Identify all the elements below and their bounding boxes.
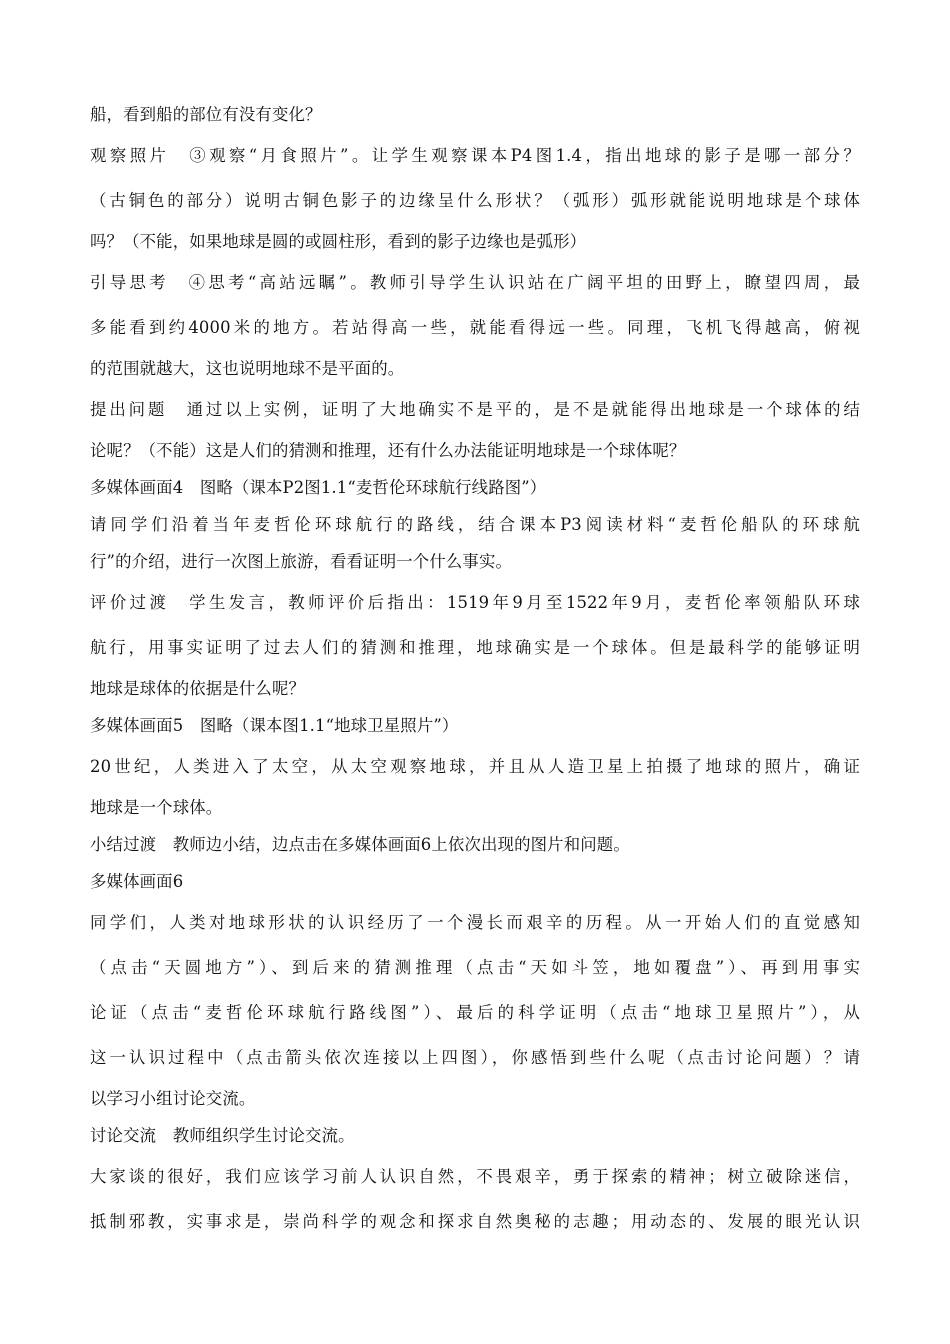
text-line: 论呢？（不能）这是人们的猜测和推理，还有什么办法能证明地球是一个球体呢？	[90, 441, 686, 460]
text-line: 观察照片 ③观察“月食照片”。让学生观察课本P4图1.4，指出地球的影子是哪一部分？	[90, 146, 860, 165]
text-line: 同学们，人类对地球形状的认识经历了一个漫长而艰辛的历程。从一开始人们的直觉感知	[90, 913, 860, 932]
text-line: （古铜色的部分）说明古铜色影子的边缘呈什么形状？（弧形）弧形就能说明地球是个球体	[90, 191, 860, 210]
text-line: 船，看到船的部位有没有变化？	[90, 105, 322, 124]
text-line: 地球是一个球体。	[90, 798, 223, 817]
text-line: 多媒体画面5 图略（课本图1.1“地球卫星照片”）	[90, 716, 459, 735]
text-line: 评价过渡 学生发言，教师评价后指出：1519年9月至1522年9月，麦哲伦率领船队环球	[90, 593, 860, 612]
text-line: 行”的介绍，进行一次图上旅游，看看证明一个什么事实。	[90, 552, 513, 571]
text-line: 地球是球体的依据是什么呢？	[90, 679, 306, 698]
text-line: 多媒体画面6	[90, 872, 184, 891]
text-line: 航行，用事实证明了过去人们的猜测和推理，地球确实是一个球体。但是最科学的能够证明	[90, 638, 860, 657]
text-line: 多能看到约4000米的地方。若站得高一些，就能看得远一些。同理，飞机飞得越高，俯视	[90, 318, 860, 337]
text-line: 以学习小组讨论交流。	[90, 1089, 256, 1108]
document-body	[90, 96, 860, 1244]
text-line: 引导思考 ④思考“高站远瞩”。教师引导学生认识站在广阔平坦的田野上，瞭望四周，最	[90, 273, 860, 292]
text-line: 这一认识过程中（点击箭头依次连接以上四图），你感悟到些什么呢（点击讨论问题）？请	[90, 1048, 860, 1067]
text-line: 小结过渡 教师边小结，边点击在多媒体画面6上依次出现的图片和问题。	[90, 835, 630, 854]
text-line: 请同学们沿着当年麦哲伦环球航行的路线，结合课本P3阅读材料“麦哲伦船队的环球航	[90, 515, 860, 534]
text-line: 大家谈的很好，我们应该学习前人认识自然，不畏艰辛，勇于探索的精神；树立破除迷信，	[90, 1167, 860, 1186]
text-line: 的范围就越大，这也说明地球不是平面的。	[90, 359, 405, 378]
text-line: 提出问题 通过以上实例，证明了大地确实不是平的，是不是就能得出地球是一个球体的结	[90, 400, 860, 419]
text-line: 吗？（不能，如果地球是圆的或圆柱形，看到的影子边缘也是弧形）	[90, 232, 587, 251]
text-line: 讨论交流 教师组织学生讨论交流。	[90, 1126, 355, 1145]
text-line: （点击“天圆地方”）、到后来的猜测推理（点击“天如斗笠，地如覆盘”）、再到用事实	[90, 958, 860, 977]
text-line: 20世纪，人类进入了太空，从太空观察地球，并且从人造卫星上拍摄了地球的照片，确证	[90, 757, 860, 776]
text-line: 多媒体画面4 图略（课本P2图1.1“麦哲伦环球航行线路图”）	[90, 478, 547, 497]
text-line: 论证（点击“麦哲伦环球航行路线图”）、最后的科学证明（点击“地球卫星照片”），从	[90, 1003, 860, 1022]
text-line: 抵制邪教，实事求是，崇尚科学的观念和探求自然奥秘的志趣；用动态的、发展的眼光认识	[90, 1212, 860, 1231]
